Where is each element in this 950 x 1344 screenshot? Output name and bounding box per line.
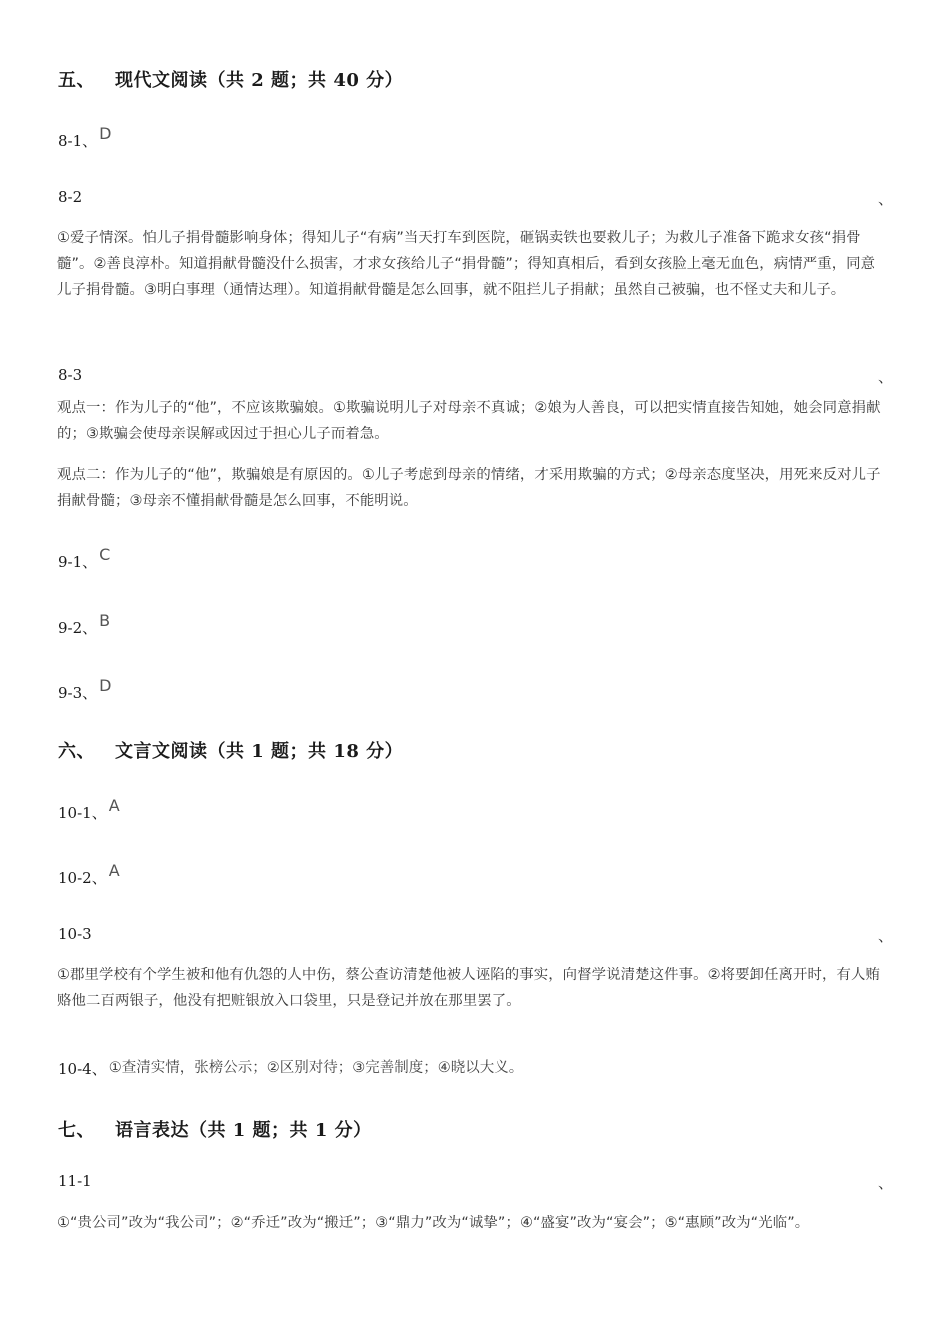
question-8-2-label-row [58,182,82,206]
section-number: 五、 [58,70,95,91]
question-label: 10-2、 [58,869,107,887]
section-number: 六、 [58,741,95,762]
question-10-4 [58,1052,523,1079]
question-10-1 [58,796,120,823]
question-answer: C [99,545,111,564]
section-heading-5 [58,66,403,92]
section-title: 文言文阅读（共 1 题；共 18 分） [115,741,404,762]
question-8-2-answer: ①爱子情深。怕儿子捐骨髓影响身体；得知儿子“有病”当天打车到医院，砸锅卖铁也要救儿子；为救儿子准备下跪求女孩“捐骨髓”。②善良淳朴。知道捐献骨髓没什么损害，才求女孩给儿子“捐骨髓”；得知真相后，看到女孩脸上毫无血色，病情严重，同意儿子捐骨髓。③明白事理（通情达理）。知道捐献骨髓是怎么回事，就不阻拦儿子捐献；虽然自己被骗，也不怪丈夫和儿子。 [57,230,876,298]
question-label: 8-2 [58,188,83,206]
question-8-2-mark: 、 [878,190,894,208]
question-11-1-mark: 、 [878,1174,894,1192]
section-title: 语言表达（共 1 题；共 1 分） [115,1120,372,1141]
section-heading-6 [58,737,403,763]
question-10-3-answer: ①郡里学校有个学生被和他有仇怨的人中伤，蔡公查访清楚他被人诬陷的事实，向督学说清楚这件事。②将要卸任离开时，有人贿赂他二百两银子，他没有把赃银放入口袋里，只是登记并放在那里罢了。 [57,967,880,1009]
question-8-1 [58,124,111,151]
question-label: 10-1、 [58,804,107,822]
question-11-1-label-row [58,1166,92,1190]
question-10-3-mark: 、 [878,927,894,945]
question-8-3-mark: 、 [878,368,894,386]
section-heading-7 [58,1116,372,1142]
question-answer: A [108,796,120,815]
question-label: 11-1 [58,1172,92,1190]
question-answer: ①查清实情，张榜公示；②区别对待；③完善制度；④晓以大义。 [108,1060,524,1076]
question-answer: B [99,611,111,630]
question-10-2 [58,861,120,888]
question-answer: D [99,676,112,695]
question-9-1 [58,545,110,572]
question-label: 10-3 [58,925,92,943]
question-9-3 [58,676,111,703]
question-8-3-view-1: 观点一：作为儿子的“他”，不应该欺骗娘。①欺骗说明儿子对母亲不真诚；②娘为人善良，可以把实情直接告知她，她会同意捐献的；③欺骗会使母亲误解或因过于担心儿子而着急。 [57,400,881,442]
question-label: 9-3、 [58,684,98,702]
question-label: 8-3 [58,366,83,384]
section-title: 现代文阅读（共 2 题；共 40 分） [115,70,404,91]
question-answer: D [99,124,112,143]
section-number: 七、 [58,1120,95,1141]
question-10-3-label-row [58,919,92,943]
question-label: 9-2、 [58,619,98,637]
question-label: 10-4、 [58,1060,107,1078]
question-11-1-answer: ①“贵公司”改为“我公司”；②“乔迁”改为“搬迁”；③“鼎力”改为“诚挚”；④“盛宴”改为“宴会”；⑤“惠顾”改为“光临”。 [57,1215,810,1231]
question-label: 9-1、 [58,553,98,571]
question-answer: A [108,861,120,880]
question-label: 8-1、 [58,132,98,150]
question-8-3-label-row [58,360,82,384]
question-8-3-view-2: 观点二：作为儿子的“他”，欺骗娘是有原因的。①儿子考虑到母亲的情绪，才采用欺骗的方式；②母亲态度坚决，用死来反对儿子捐献骨髓；③母亲不懂捐献骨髓是怎么回事，不能明说。 [57,467,881,509]
question-9-2 [58,611,110,638]
